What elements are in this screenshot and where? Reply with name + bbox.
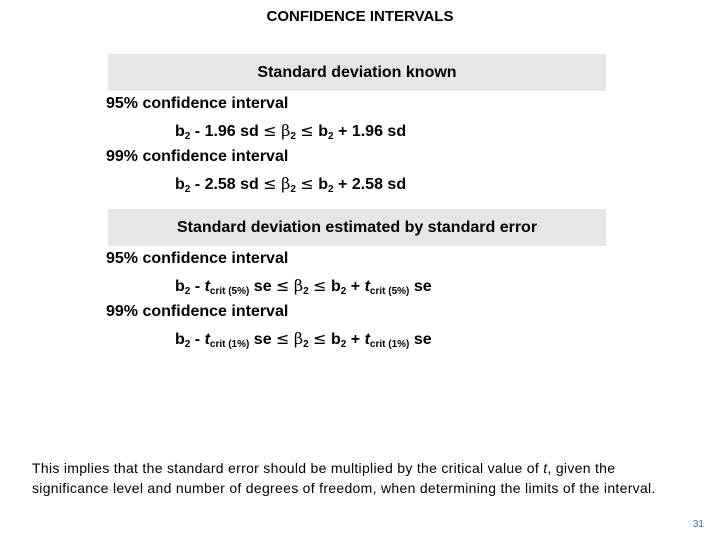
leq-symbol: ≤	[313, 276, 327, 295]
formula-95-estimated	[175, 276, 432, 297]
crit-subscript: crit (5%)	[209, 286, 250, 297]
formula-sub: 2	[184, 184, 191, 195]
se-term: se	[249, 278, 277, 295]
beta-symbol: β	[293, 329, 304, 348]
page-number: 31	[692, 519, 704, 530]
formula-b: b	[318, 176, 329, 193]
beta-symbol: β	[281, 121, 291, 140]
label-95-known: 95% confidence interval	[106, 95, 289, 112]
label-99-known: 99% confidence interval	[106, 148, 289, 165]
formula-plus-term: + 1.96 sd	[333, 123, 407, 140]
label-99-estimated: 99% confidence interval	[106, 303, 289, 320]
t-symbol: t	[204, 278, 210, 295]
formula-b: b	[175, 278, 185, 295]
leq-symbol: ≤	[276, 329, 290, 348]
crit-subscript: crit (1%)	[209, 339, 250, 350]
explanation-note	[32, 458, 692, 498]
t-symbol: t	[364, 331, 370, 348]
se-term-end: se	[409, 331, 432, 348]
formula-99-estimated	[175, 329, 432, 350]
crit-subscript: crit (1%)	[369, 339, 410, 350]
formula-minus: -	[190, 331, 205, 348]
beta-symbol: β	[281, 174, 291, 193]
leq-symbol: ≤	[276, 276, 290, 295]
beta-symbol: β	[293, 276, 304, 295]
leq-symbol: ≤	[263, 174, 277, 193]
se-term-end: se	[409, 278, 432, 295]
label-95-estimated: 95% confidence interval	[106, 250, 289, 267]
formula-95-known	[175, 121, 406, 142]
formula-sub: 2	[290, 184, 296, 195]
formula-sub: 2	[340, 286, 347, 297]
formula-99-known	[175, 174, 406, 195]
formula-sub: 2	[328, 184, 334, 195]
t-symbol: t	[204, 331, 210, 348]
formula-b: b	[318, 123, 329, 140]
t-symbol: t	[364, 278, 370, 295]
formula-sub: 2	[328, 131, 334, 142]
formula-sub: 2	[303, 286, 309, 297]
formula-plus-term: + 2.58 sd	[333, 176, 407, 193]
formula-minus: -	[190, 278, 205, 295]
formula-b: b	[331, 278, 341, 295]
formula-plus: +	[346, 278, 365, 295]
note-t-symbol: t	[543, 460, 548, 476]
formula-sub: 2	[340, 339, 347, 350]
formula-sub: 2	[184, 339, 191, 350]
note-text-part1: This implies that the standard error should be multiplied by the critical value of	[32, 460, 544, 476]
formula-b: b	[175, 176, 185, 193]
crit-subscript: crit (5%)	[369, 286, 410, 297]
slide-title: CONFIDENCE INTERVALS	[266, 8, 454, 25]
se-term: se	[249, 331, 277, 348]
formula-minus-term: - 1.96 sd	[190, 123, 264, 140]
section-header-known-sd: Standard deviation known	[108, 54, 606, 91]
formula-sub: 2	[290, 131, 296, 142]
formula-minus-term: - 2.58 sd	[190, 176, 264, 193]
note-text-part2: , given the significance level and number of degrees of freedom, when determining the limits of the interval.	[32, 460, 656, 496]
leq-symbol: ≤	[263, 121, 277, 140]
formula-sub: 2	[184, 131, 191, 142]
formula-sub: 2	[303, 339, 309, 350]
formula-sub: 2	[184, 286, 191, 297]
formula-b: b	[175, 123, 185, 140]
leq-symbol: ≤	[300, 174, 314, 193]
leq-symbol: ≤	[313, 329, 327, 348]
formula-b: b	[175, 331, 185, 348]
leq-symbol: ≤	[300, 121, 314, 140]
formula-b: b	[331, 331, 341, 348]
formula-plus: +	[346, 331, 365, 348]
section-header-estimated-sd: Standard deviation estimated by standard error	[108, 209, 606, 246]
